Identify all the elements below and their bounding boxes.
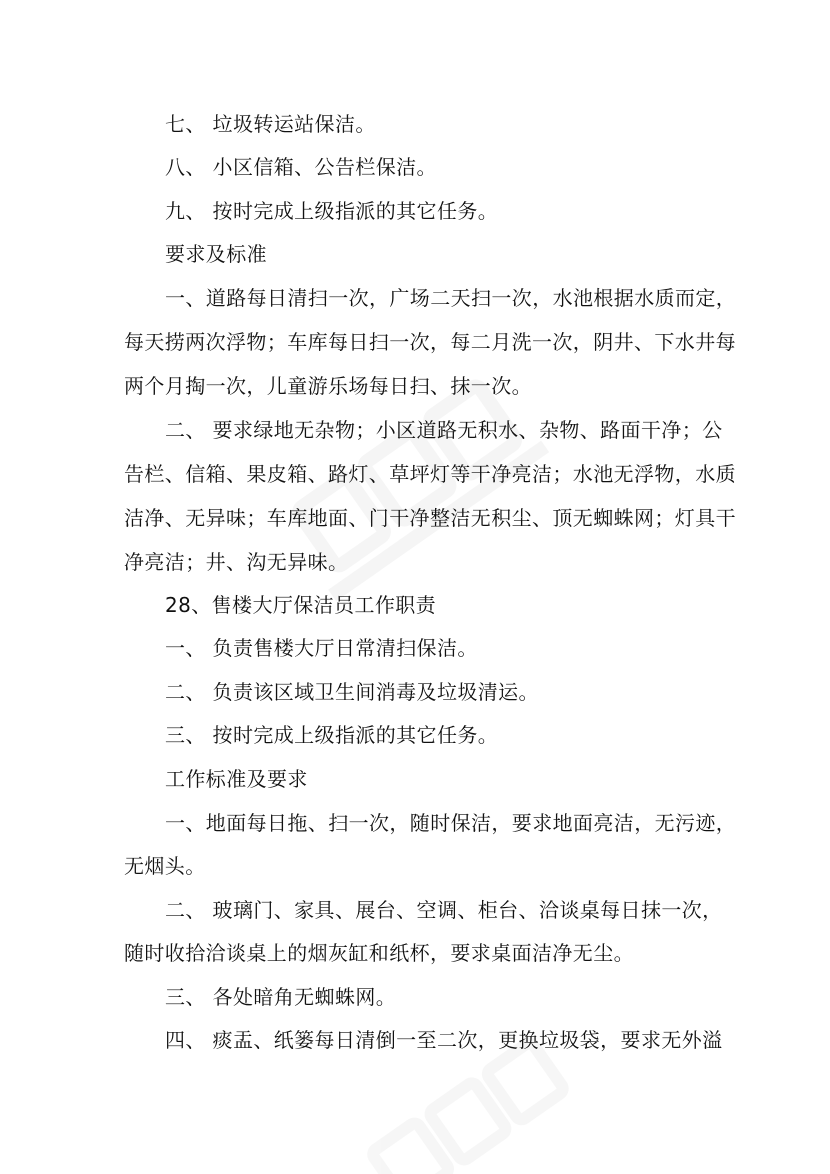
watermark-mark-bottom	[371, 1041, 565, 1174]
text-line: 一、道路每日清扫一次，广场二天扫一次，水池根据水质而定，	[165, 286, 737, 310]
text-line: 七、 垃圾转运站保洁。	[165, 112, 376, 136]
text-line: 净亮洁；井、沟无异味。	[124, 550, 349, 574]
text-line: 两个月掏一次，儿童游乐场每日扫、抹一次。	[124, 374, 532, 398]
text-line: 无烟头。	[124, 854, 206, 878]
text-line: 四、 痰盂、纸篓每日清倒一至二次，更换垃圾袋，要求无外溢	[165, 1028, 723, 1052]
text-line: 一、 负责售楼大厅日常清扫保洁。	[165, 636, 478, 660]
text-line: 每天捞两次浮物；车库每日扫一次，每二月洗一次，阴井、下水井每	[124, 330, 736, 354]
section-heading: 要求及标准	[165, 242, 267, 266]
text-line: 随时收拾洽谈桌上的烟灰缸和纸杯，要求桌面洁净无尘。	[124, 941, 634, 965]
text-line: 九、 按时完成上级指派的其它任务。	[165, 199, 499, 223]
section-heading: 28、售楼大厅保洁员工作职责	[165, 593, 437, 617]
text-line: 三、 各处暗角无蜘蛛网。	[165, 985, 397, 1009]
text-line: 二、 要求绿地无杂物；小区道路无积水、杂物、路面干净；公	[165, 418, 723, 442]
text-line: 二、 玻璃门、家具、展台、空调、柜台、洽谈桌每日抹一次，	[165, 898, 723, 922]
text-line: 三、 按时完成上级指派的其它任务。	[165, 723, 499, 747]
text-line: 八、 小区信箱、公告栏保洁。	[165, 155, 437, 179]
text-line: 二、 负责该区域卫生间消毒及垃圾清运。	[165, 680, 539, 704]
text-line: 告栏、信箱、果皮箱、路灯、草坪灯等干净亮洁；水池无浮物，水质	[124, 462, 736, 486]
text-line: 洁净、无异味；车库地面、门干净整洁无积尘、顶无蜘蛛网；灯具干	[124, 506, 736, 530]
section-heading: 工作标准及要求	[165, 767, 308, 791]
text-line: 一、地面每日拖、扫一次，随时保洁，要求地面亮洁，无污迹，	[165, 811, 737, 835]
